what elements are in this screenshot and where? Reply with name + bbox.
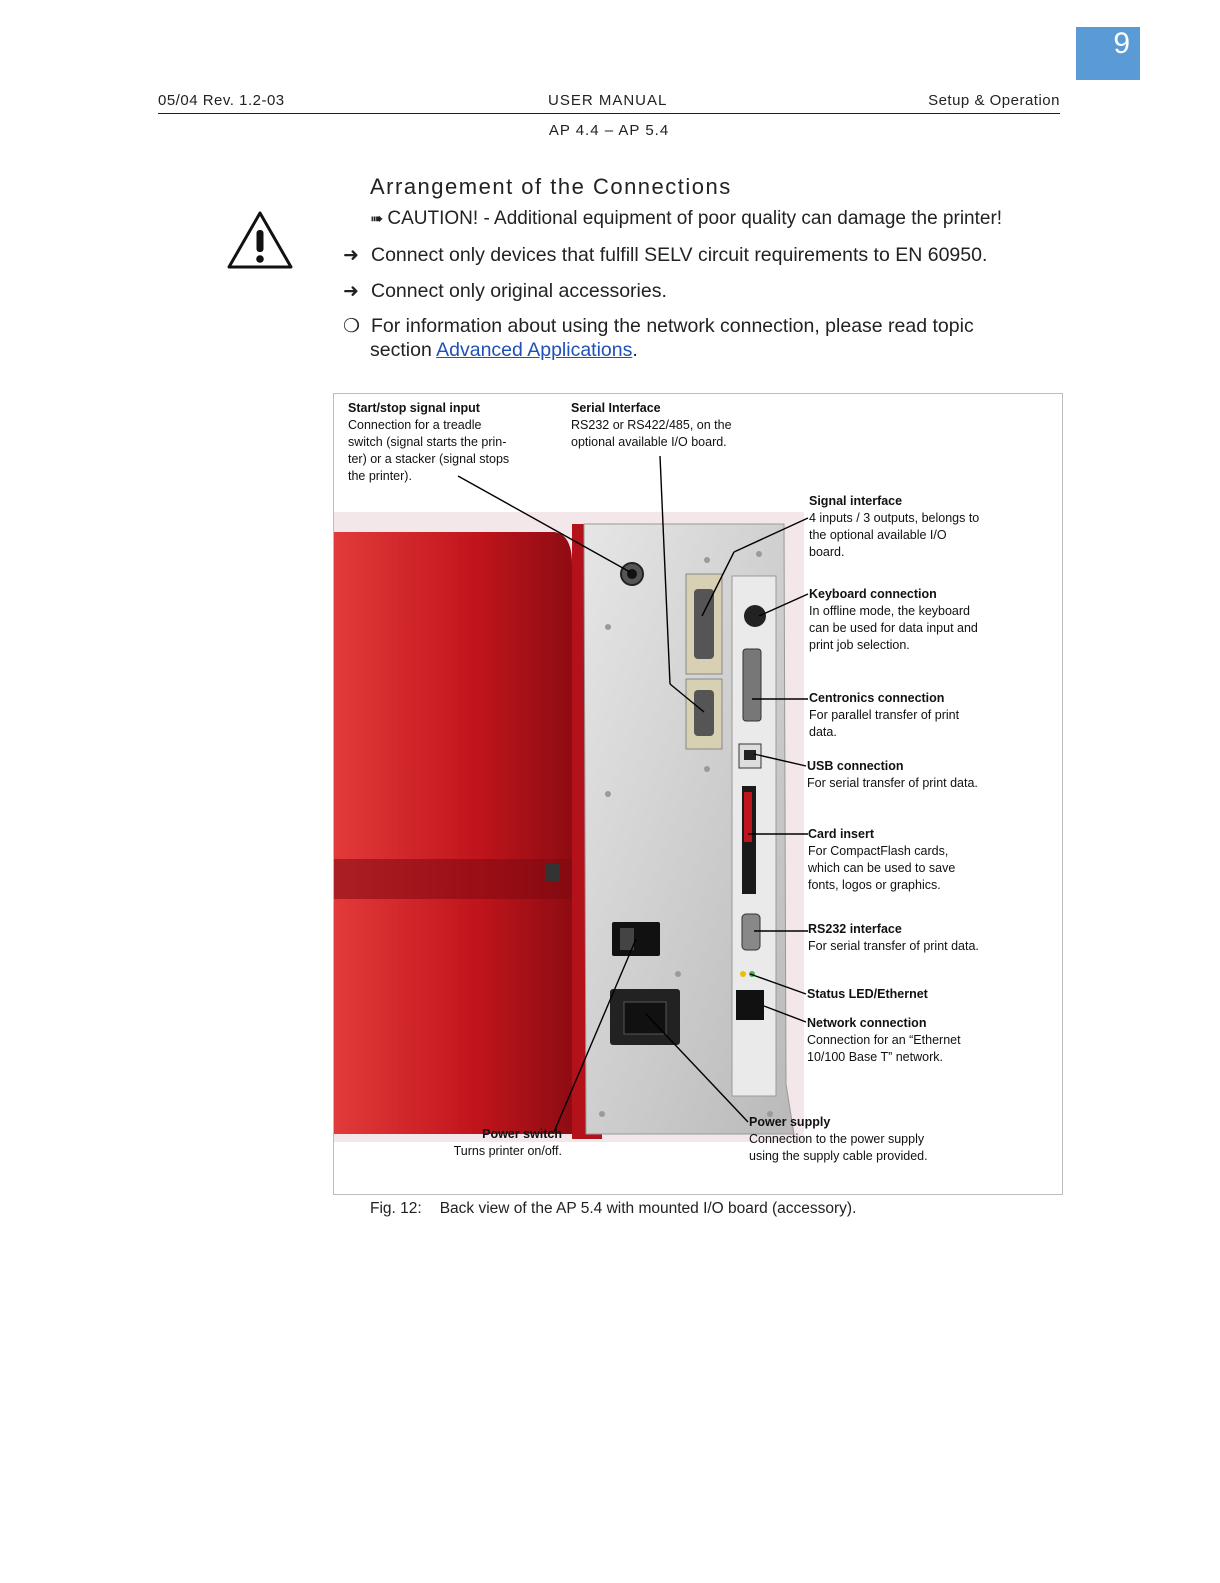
- caution-notice: [370, 208, 1002, 230]
- label-centronics: Centronics connection For parallel transfer of print data.: [809, 691, 960, 739]
- rs232-port: [742, 914, 760, 950]
- list-item-text: Connect only original accessories.: [371, 280, 667, 302]
- warning-triangle-icon: [226, 210, 294, 270]
- figure-caption: [370, 1200, 856, 1218]
- printer-cover: [334, 532, 572, 1134]
- label-power-switch: Power switch Turns printer on/off.: [453, 1127, 562, 1158]
- caution-text: CAUTION! - Additional equipment of poor quality can damage the printer!: [387, 208, 1003, 229]
- arrow-right-icon: ➜: [343, 245, 359, 266]
- label-serial-interface: Serial Interface RS232 or RS422/485, on the optional available I/O board.: [571, 401, 732, 449]
- circle-bullet-icon: ❍: [343, 316, 361, 337]
- arrow-right-icon: ➠: [370, 211, 384, 228]
- advanced-applications-link[interactable]: Advanced Applications: [436, 339, 633, 361]
- header-models: AP 4.4 – AP 5.4: [548, 122, 670, 139]
- serial-interface-port: [694, 690, 714, 736]
- label-network: Network connection Connection for an “Ethernet 10/100 Base T” network.: [807, 1016, 961, 1064]
- info-line-2: [370, 339, 638, 362]
- page-number-tab: 9: [1076, 27, 1140, 80]
- info-prefix: section: [370, 339, 437, 361]
- label-usb: USB connection For serial transfer of print data.: [807, 759, 978, 790]
- list-item: [343, 315, 974, 338]
- label-card-insert: Card insert For CompactFlash cards, which can be used to save fonts, logos or graphics.: [808, 827, 956, 892]
- section-title: Arrangement of the Connections: [370, 174, 732, 199]
- list-item: [343, 280, 667, 303]
- header-title: USER MANUAL: [548, 92, 668, 109]
- arrow-right-icon: ➜: [343, 281, 359, 302]
- label-signal-interface: Signal interface 4 inputs / 3 outputs, belongs to the optional available I/O board.: [809, 494, 980, 559]
- header-rule: [158, 113, 1060, 114]
- keyboard-port: [744, 605, 766, 627]
- list-item: [343, 244, 987, 267]
- figure-printer-back-view: [333, 393, 1063, 1195]
- list-item-text: For information about using the network connection, please read topic: [371, 315, 974, 337]
- label-start-stop: Start/stop signal input Connection for a treadle switch (signal starts the prin- ter) or a stacker (signal stops the printer).: [348, 401, 510, 483]
- label-keyboard: Keyboard connection In offline mode, the keyboard can be used for data input and print job selection.: [809, 587, 978, 652]
- ethernet-port: [736, 990, 764, 1020]
- header-chapter: Setup & Operation: [928, 92, 1060, 109]
- header-revision: 05/04 Rev. 1.2-03: [158, 92, 285, 109]
- figure-caption-text: Back view of the AP 5.4 with mounted I/O board (accessory).: [439, 1200, 857, 1217]
- list-item-text: Connect only devices that fulfill SELV circuit requirements to EN 60950.: [371, 244, 988, 266]
- centronics-port: [743, 649, 761, 721]
- label-rs232: RS232 interface For serial transfer of print data.: [808, 922, 979, 953]
- label-power-supply: Power supply Connection to the power supply using the supply cable provided.: [749, 1115, 928, 1163]
- figure-caption-number: Fig. 12:: [370, 1200, 422, 1217]
- info-suffix: .: [632, 339, 638, 361]
- status-led: [740, 971, 746, 977]
- label-status-led: Status LED/Ethernet: [807, 987, 928, 1001]
